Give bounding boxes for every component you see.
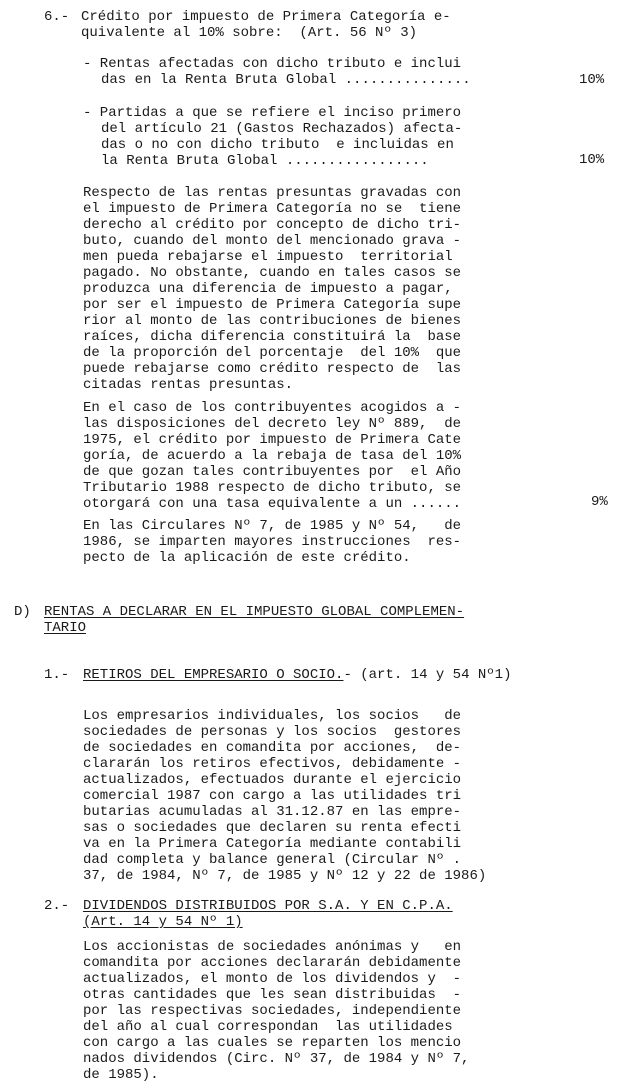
section-d-letter: D)	[14, 604, 31, 620]
item-2-title-ref: (Art. 14 y 54 Nº 1)	[83, 914, 243, 930]
para-presumed-line: derecho al crédito por concepto de dicho tri-	[83, 217, 462, 233]
para-presumed-line: pagado. No obstante, cuando en tales casos se	[83, 265, 462, 281]
item-1-title-suffix: - (art. 14 y 54 Nº1)	[343, 667, 512, 683]
para-presumed-line: buto, cuando del monto del mencionado grava -	[83, 233, 462, 249]
section-6-heading-line: Crédito por impuesto de Primera Categoría e-	[81, 9, 451, 25]
para-dl889-line: goría, de acuerdo a la rebaja de tasa del 10%	[83, 448, 462, 464]
para-presumed-line: el impuesto de Primera Categoría no se tiene	[83, 201, 462, 217]
para-circulars-line: pecto de la aplicación de este crédito.	[83, 550, 411, 566]
para-dl889-rate: 9%	[591, 494, 608, 510]
bullet-2-line: das o no con dicho tributo e incluidas en	[101, 137, 454, 153]
section-6-number: 6.-	[44, 9, 70, 25]
para-dl889-line: las disposiciones del decreto ley Nº 889, de	[83, 416, 462, 432]
para-dl889-line: de que gozan tales contribuyentes por el Año	[83, 464, 462, 480]
para-circulars-line: 1986, se imparten mayores instrucciones res-	[83, 534, 462, 550]
para-dl889-line: En el caso de los contribuyentes acogidos a -	[83, 400, 462, 416]
bullet-2-rate: 10%	[579, 152, 605, 168]
bullet-1-rate: 10%	[579, 72, 605, 88]
item-2-para-line: otras cantidades que les sean distribuidas -	[83, 987, 462, 1003]
bullet-2-line: - Partidas a que se refiere el inciso primero	[83, 105, 462, 121]
bullet-2-line: la Renta Bruta Global .................	[101, 153, 429, 169]
item-1-para-line: comercial 1987 con cargo a las utilidades tri	[83, 788, 462, 804]
para-presumed-line: citadas rentas presuntas.	[83, 377, 294, 393]
item-1-para-line: clararán los retiros efectivos, debidamente -	[83, 756, 462, 772]
para-dl889-line: 1975, el crédito por impuesto de Primera Cate	[83, 432, 462, 448]
para-presumed-line: produzca una diferencia de impuesto a pagar,	[83, 281, 453, 297]
item-2-para-line: por las respectivas sociedades, independiente	[83, 1003, 462, 1019]
para-presumed-line: men pueda rebajarse el impuesto territorial	[83, 249, 453, 265]
item-2-number: 2.-	[44, 898, 70, 914]
item-1-para-line: butarias acumuladas al 31.12.87 en las empre-	[83, 804, 462, 820]
item-1-number: 1.-	[44, 667, 70, 683]
para-dl889-line: otorgará con una tasa equivalente a un ......	[83, 496, 462, 512]
item-1-para-line: va en la Primera Categoría mediante contabili	[83, 836, 462, 852]
item-2-title: DIVIDENDOS DISTRIBUIDOS POR S.A. Y EN C.P.A.	[83, 898, 453, 914]
item-1-para-line: de sociedades en comandita por acciones, de-	[83, 740, 462, 756]
item-1-para-line: actualizados, efectuados durante el ejercicio	[83, 772, 462, 788]
item-1-para-line: sociedades de personas y los socios gestores	[83, 724, 462, 740]
item-1-heading	[83, 667, 511, 683]
bullet-1-line: das en la Renta Bruta Global ...............	[101, 72, 471, 88]
para-presumed-line: puede rebajarse como crédito respecto de las	[83, 361, 462, 377]
section-d-title-line: RENTAS A DECLARAR EN EL IMPUESTO GLOBAL COMPLEMEN-	[44, 604, 465, 620]
section-d-title-line: TARIO	[44, 620, 87, 636]
para-presumed-line: Respecto de las rentas presuntas gravadas con	[83, 185, 462, 201]
para-presumed-line: rior al monto de las contribuciones de bienes	[83, 313, 462, 329]
item-1-para-line: dad completa y balance general (Circular Nº .	[83, 852, 462, 868]
para-presumed-line: de la proporción del porcentaje del 10% que	[83, 345, 462, 361]
item-1-para-line: Los empresarios individuales, los socios de	[83, 708, 462, 724]
item-1-para-line: sas o sociedades que declaren su renta efecti	[83, 820, 462, 836]
para-dl889-line: Tributario 1988 respecto de dicho tributo, se	[83, 480, 462, 496]
item-2-para-line: del año al cual correspondan las utilidades	[83, 1019, 453, 1035]
para-presumed-line: por ser el impuesto de Primera Categoría supe	[83, 297, 462, 313]
item-2-para-line: de 1985).	[83, 1067, 159, 1083]
item-2-para-line: Los accionistas de sociedades anónimas y en	[83, 939, 462, 955]
item-1-title: RETIROS DEL EMPRESARIO O SOCIO.	[83, 667, 344, 683]
item-2-para-line: nados dividendos (Circ. Nº 37, de 1984 y Nº 7,	[83, 1051, 470, 1067]
bullet-2-line: del artículo 21 (Gastos Rechazados) afecta-	[101, 121, 463, 137]
para-circulars-line: En las Circulares Nº 7, de 1985 y Nº 54, de	[83, 518, 462, 534]
bullet-1-line: - Rentas afectadas con dicho tributo e inclui	[83, 56, 462, 72]
para-presumed-line: raíces, dicha diferencia constituirá la base	[83, 329, 462, 345]
item-2-para-line: con cargo a las cuales se reparten los mencio	[83, 1035, 462, 1051]
item-2-para-line: comandita por acciones declararán debidamente	[83, 955, 462, 971]
item-1-para-line: 37, de 1984, Nº 7, de 1985 y Nº 12 y 22 de 1986)	[83, 868, 487, 884]
section-6-heading-line: quivalente al 10% sobre: (Art. 56 Nº 3)	[81, 25, 418, 41]
item-2-para-line: actualizados, el monto de los dividendos y -	[83, 971, 462, 987]
